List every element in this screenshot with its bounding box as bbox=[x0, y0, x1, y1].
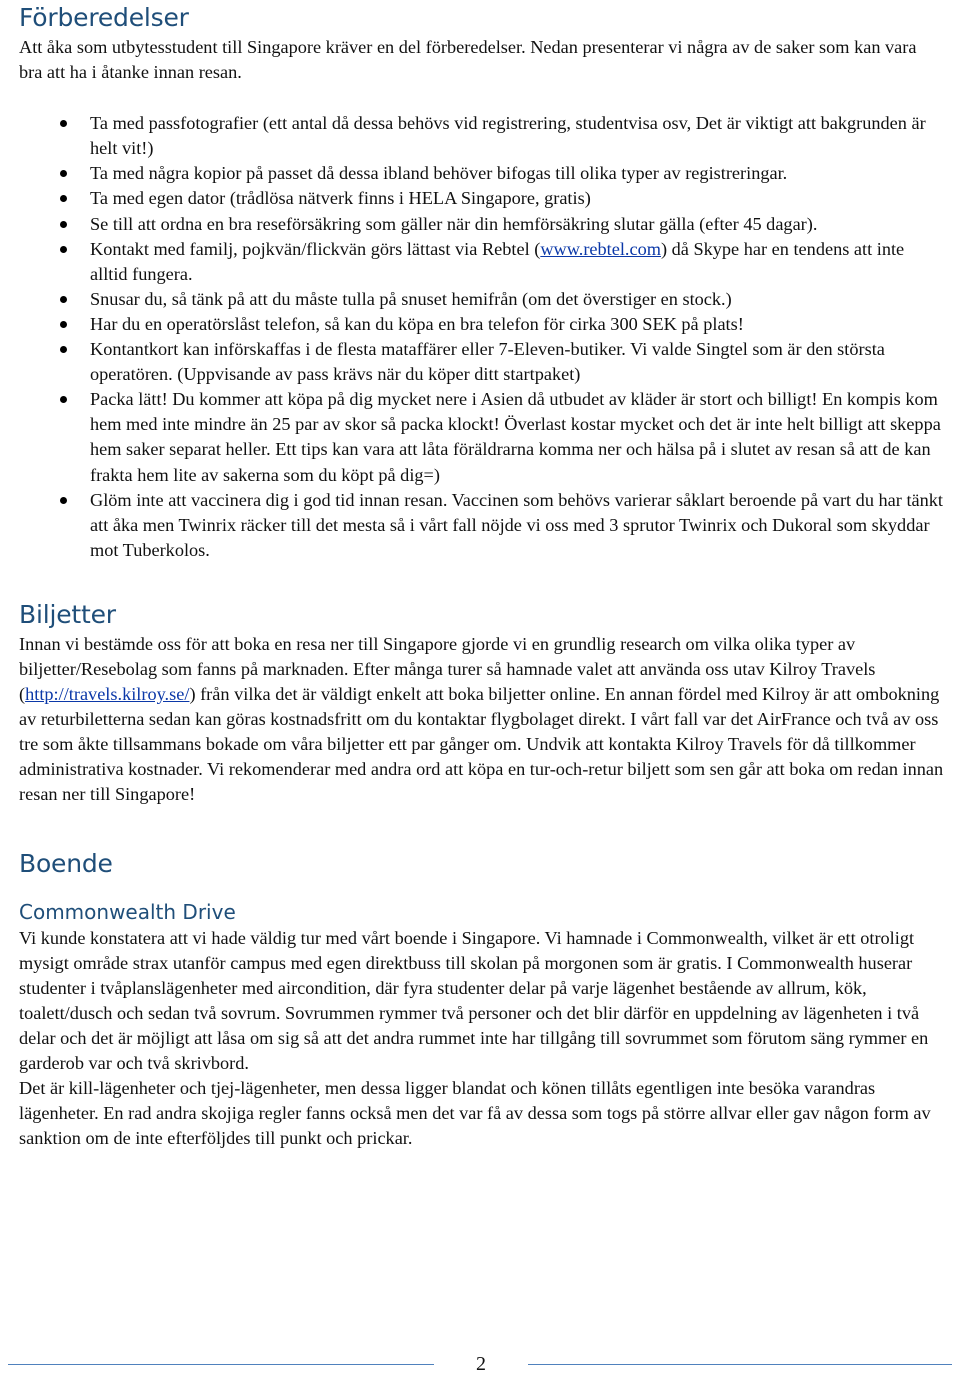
bullet-icon bbox=[60, 396, 67, 403]
footer-rule-left bbox=[8, 1364, 434, 1365]
document-page bbox=[19, 0, 944, 1151]
bullet-icon bbox=[60, 221, 67, 228]
bullet-icon bbox=[60, 120, 67, 127]
list-item: Snusar du, så tänk på att du måste tulla på snuset hemifrån (om det överstiger en stock.) bbox=[19, 287, 944, 312]
list-item: Ta med egen dator (trådlösa nätverk finns i HELA Singapore, gratis) bbox=[19, 186, 944, 211]
page-number: 2 bbox=[476, 1353, 486, 1375]
footer-rule-right bbox=[528, 1364, 952, 1365]
section-biljetter bbox=[19, 598, 944, 808]
bullet-icon bbox=[60, 296, 67, 303]
bullet-icon bbox=[60, 170, 67, 177]
list-item: Ta med passfotografier (ett antal då dessa behövs vid registrering, studentvisa osv, Det är viktigt att bakgrunden är helt vit!) bbox=[19, 111, 944, 161]
list-item: Packa lätt! Du kommer att köpa på dig mycket nere i Asien då utbudet av kläder är stort och billigt! En kompis kom hem med inte mindre än 25 par av skor så packa klockt! Överlast kostar mycket och det är inte helt billigt att skeppa hem saker separat heller. Ett tips kan vara att låta föräldrarna komma ner och hälsa på i slutet av resan så att de kan frakta hem lite av sakerna som du köpt på dig=) bbox=[19, 387, 944, 487]
heading-forberedelser: Förberedelser bbox=[19, 3, 189, 32]
boende-paragraph-1: Vi kunde konstatera att vi hade väldig tur med vårt boende i Singapore. Vi hamnade i Commonwealth, vilket är ett otroligt mysigt område strax utanför campus med egen direktbuss till skolan på morgonen som är gratis. I Commonwealth huserar studenter i tvåplanslägenheter med aircondition, där fyra studenter delar på varje lägenhet bestående av allrum, kök, toalett/dusch och sedan två sovrum. Sovrummen rymmer två personer och det blir därför en uppdelning av lägenheten i två delar och det är möjligt att låsa om sig så att det andra rummet inte har tillgång till sovrummet som förutom säng rymmer en garderob var och två skrivbord. bbox=[19, 927, 929, 1073]
bullet-icon bbox=[60, 346, 67, 353]
bullet-icon bbox=[60, 497, 67, 504]
bullet-icon bbox=[60, 321, 67, 328]
list-item: Har du en operatörslåst telefon, så kan du köpa en bra telefon för cirka 300 SEK på plats! bbox=[19, 312, 944, 337]
kilroy-link[interactable]: http://travels.kilroy.se/ bbox=[25, 684, 190, 705]
bullet-icon bbox=[60, 246, 67, 253]
list-item: Se till att ordna en bra reseförsäkring som gäller när din hemförsäkring slutar gälla (efter 45 dagar). bbox=[19, 212, 944, 237]
list-item: Glöm inte att vaccinera dig i god tid innan resan. Vaccinen som behövs varierar såklart beroende på vart du har tänkt att åka men Twinrix räcker till det mesta så i vårt fall nöjde vi oss med 3 sprutor Twinrix och Dukoral som skyddar mot Tuberkolos. bbox=[19, 488, 944, 563]
boende-paragraph-2: Det är kill-lägenheter och tjej-lägenheter, men dessa ligger blandat och könen tillåts egentligen inte besöka varandras lägenheter. En rad andra skojiga regler fanns också men det var få av dessa som togs på större allvar eller gav någon form av sanktion om de inte efterföljdes till punkt och prickar. bbox=[19, 1078, 931, 1149]
bullet-icon bbox=[60, 195, 67, 202]
section-forberedelser bbox=[19, 1, 944, 563]
biljetter-paragraph: Innan vi bestämde oss för att boka en resa ner till Singapore gjorde vi en grundlig research om vilka olika typer av biljetter/Resebolag som fanns på marknaden. Efter många turer så hamnade valet att använda oss utav Kilroy Travels (http://travels.kilroy.se/) från vilka det är väldigt enkelt att boka biljetter online. En annan fördel med Kilroy är att ombokning av returbiletterna sedan kan göras kostnadsfritt om du kontaktar flygbolaget direkt. I vårt fall var det AirFrance och två av oss tre som åkte tillsammans bokade om våra biljetter ett par gånger om. Undvik att kontakta Kilroy Travels för då tillkommer administrativa kostnader. Vi rekomenderar med andra ord att köpa en tur-och-retur biljett som sen går att boka om redan innan resan ner till Singapore! bbox=[19, 633, 944, 805]
page-footer bbox=[0, 1348, 960, 1378]
list-item: Ta med några kopior på passet då dessa ibland behöver bifogas till olika typer av registreringar. bbox=[19, 161, 944, 186]
heading-boende: Boende bbox=[19, 848, 113, 878]
section-boende bbox=[19, 847, 944, 1152]
heading-biljetter: Biljetter bbox=[19, 599, 116, 629]
list-item: Kontakt med familj, pojkvän/flickvän görs lättast via Rebtel (www.rebtel.com) då Skype har en tendens att inte alltid fungera. bbox=[19, 237, 944, 287]
rebtel-link[interactable]: www.rebtel.com bbox=[540, 238, 661, 259]
intro-paragraph: Att åka som utbytesstudent till Singapore kräver en del förberedelser. Nedan presenterar vi några av de saker som kan vara bra att ha i åtanke innan resan. bbox=[19, 37, 917, 83]
list-item: Kontantkort kan införskaffas i de flesta mataffärer eller 7-Eleven-butiker. Vi valde Singtel som är den största operatören. (Uppvisande av pass krävs när du köper ditt startpaket) bbox=[19, 337, 944, 387]
subheading-commonwealth-drive: Commonwealth Drive bbox=[19, 899, 236, 924]
preparation-list bbox=[19, 111, 944, 563]
